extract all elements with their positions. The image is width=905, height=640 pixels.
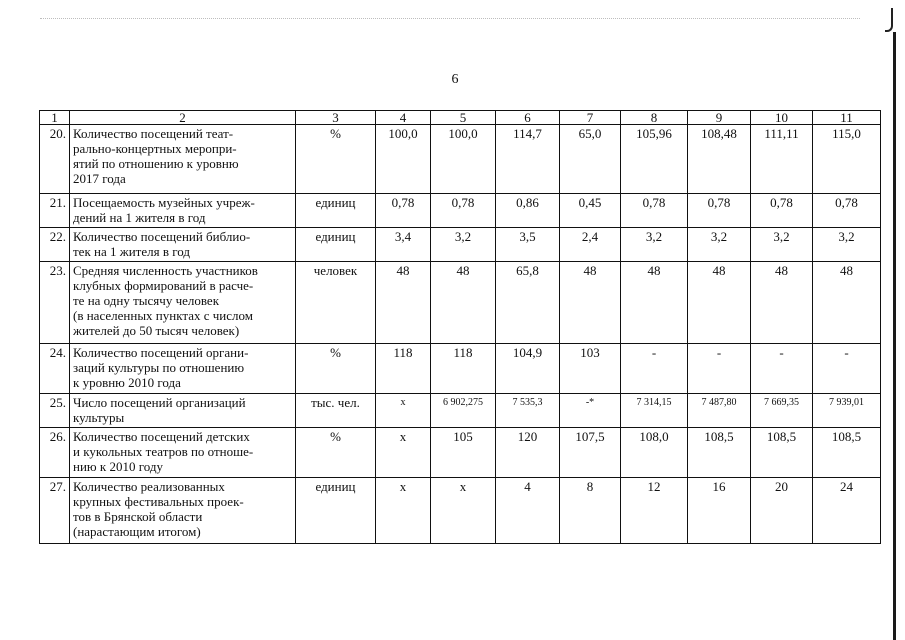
value-cell: 108,48: [688, 125, 751, 194]
row-number: 26.: [40, 428, 70, 478]
scan-noise-line: [40, 18, 860, 19]
row-number: 20.: [40, 125, 70, 194]
value-cell: 6 902,275: [431, 394, 496, 428]
value-cell: 103: [560, 344, 621, 394]
value-cell: 108,5: [813, 428, 881, 478]
value-cell: х: [431, 478, 496, 544]
value-cell: 20: [751, 478, 813, 544]
page-number: 6: [451, 72, 459, 87]
unit-cell: %: [296, 344, 376, 394]
value-cell: 24: [813, 478, 881, 544]
column-number: 8: [621, 111, 688, 125]
column-number: 5: [431, 111, 496, 125]
value-cell: -: [813, 344, 881, 394]
value-cell: 120: [496, 428, 560, 478]
value-cell: 0,78: [688, 194, 751, 228]
value-cell: 105: [431, 428, 496, 478]
unit-cell: единиц: [296, 478, 376, 544]
row-number: 25.: [40, 394, 70, 428]
value-cell: 118: [376, 344, 431, 394]
value-cell: 3,4: [376, 228, 431, 262]
value-cell: 4: [496, 478, 560, 544]
value-cell: -: [751, 344, 813, 394]
column-number: 4: [376, 111, 431, 125]
indicator-name: Количество посещений теат- рально-концертных меропри- ятий по отношению к уровню 2017 года: [70, 125, 296, 194]
value-cell: 48: [376, 262, 431, 344]
table-row: [40, 394, 881, 428]
unit-cell: тыс. чел.: [296, 394, 376, 428]
table-row: [40, 125, 881, 194]
column-number-row: [40, 111, 881, 125]
indicator-name: Количество посещений детских и кукольных театров по отноше- нию к 2010 году: [70, 428, 296, 478]
indicator-name: Количество реализованных крупных фестивальных проек- тов в Брянской области (нарастающим итогом): [70, 478, 296, 544]
value-cell: 105,96: [621, 125, 688, 194]
value-cell: 0,78: [376, 194, 431, 228]
table-row: [40, 428, 881, 478]
indicator-name: Посещаемость музейных учреж- дений на 1 жителя в год: [70, 194, 296, 228]
column-number: 6: [496, 111, 560, 125]
indicator-name: Средняя численность участников клубных формирований в расче- те на одну тысячу человек (в населенных пунктах с числом жителей до 50 тысяч человек): [70, 262, 296, 344]
value-cell: 111,11: [751, 125, 813, 194]
indicator-name: Количество посещений органи- заций культуры по отношению к уровню 2010 года: [70, 344, 296, 394]
value-cell: 118: [431, 344, 496, 394]
value-cell: 3,2: [431, 228, 496, 262]
row-number: 24.: [40, 344, 70, 394]
value-cell: 3,2: [813, 228, 881, 262]
value-cell: -*: [560, 394, 621, 428]
value-cell: 3,2: [751, 228, 813, 262]
value-cell: 108,5: [751, 428, 813, 478]
unit-cell: человек: [296, 262, 376, 344]
value-cell: 12: [621, 478, 688, 544]
value-cell: х: [376, 478, 431, 544]
table-row: [40, 262, 881, 344]
value-cell: 2,4: [560, 228, 621, 262]
table-row: [40, 228, 881, 262]
value-cell: 3,2: [621, 228, 688, 262]
value-cell: 0,45: [560, 194, 621, 228]
column-number: 9: [688, 111, 751, 125]
value-cell: 48: [621, 262, 688, 344]
binding-mark: [885, 8, 893, 32]
value-cell: 0,86: [496, 194, 560, 228]
value-cell: 16: [688, 478, 751, 544]
value-cell: 48: [431, 262, 496, 344]
indicator-name: Число посещений организаций культуры: [70, 394, 296, 428]
value-cell: 7 535,3: [496, 394, 560, 428]
value-cell: х: [376, 394, 431, 428]
value-cell: 65,0: [560, 125, 621, 194]
value-cell: -: [621, 344, 688, 394]
value-cell: 0,78: [813, 194, 881, 228]
value-cell: 8: [560, 478, 621, 544]
column-number: 7: [560, 111, 621, 125]
value-cell: 7 314,15: [621, 394, 688, 428]
value-cell: 3,2: [688, 228, 751, 262]
unit-cell: %: [296, 125, 376, 194]
indicator-name: Количество посещений библио- тек на 1 жителя в год: [70, 228, 296, 262]
value-cell: 100,0: [376, 125, 431, 194]
value-cell: 65,8: [496, 262, 560, 344]
value-cell: 7 669,35: [751, 394, 813, 428]
value-cell: 0,78: [621, 194, 688, 228]
column-number: 3: [296, 111, 376, 125]
row-number: 27.: [40, 478, 70, 544]
row-number: 21.: [40, 194, 70, 228]
row-number: 22.: [40, 228, 70, 262]
value-cell: 0,78: [431, 194, 496, 228]
indicator-table: [39, 110, 881, 544]
table-row: [40, 194, 881, 228]
value-cell: 48: [560, 262, 621, 344]
value-cell: 100,0: [431, 125, 496, 194]
value-cell: 3,5: [496, 228, 560, 262]
table-body: [40, 125, 881, 544]
value-cell: 107,5: [560, 428, 621, 478]
unit-cell: единиц: [296, 194, 376, 228]
column-number: 11: [813, 111, 881, 125]
value-cell: 48: [751, 262, 813, 344]
value-cell: 48: [813, 262, 881, 344]
value-cell: 7 939,01: [813, 394, 881, 428]
value-cell: х: [376, 428, 431, 478]
value-cell: 108,0: [621, 428, 688, 478]
value-cell: 108,5: [688, 428, 751, 478]
value-cell: 48: [688, 262, 751, 344]
value-cell: 114,7: [496, 125, 560, 194]
value-cell: 0,78: [751, 194, 813, 228]
value-cell: -: [688, 344, 751, 394]
table-row: [40, 478, 881, 544]
value-cell: 104,9: [496, 344, 560, 394]
column-number: 1: [40, 111, 70, 125]
column-number: 10: [751, 111, 813, 125]
unit-cell: единиц: [296, 228, 376, 262]
table-row: [40, 344, 881, 394]
column-number: 2: [70, 111, 296, 125]
value-cell: 115,0: [813, 125, 881, 194]
row-number: 23.: [40, 262, 70, 344]
page-edge-bar: [893, 32, 896, 640]
unit-cell: %: [296, 428, 376, 478]
value-cell: 7 487,80: [688, 394, 751, 428]
